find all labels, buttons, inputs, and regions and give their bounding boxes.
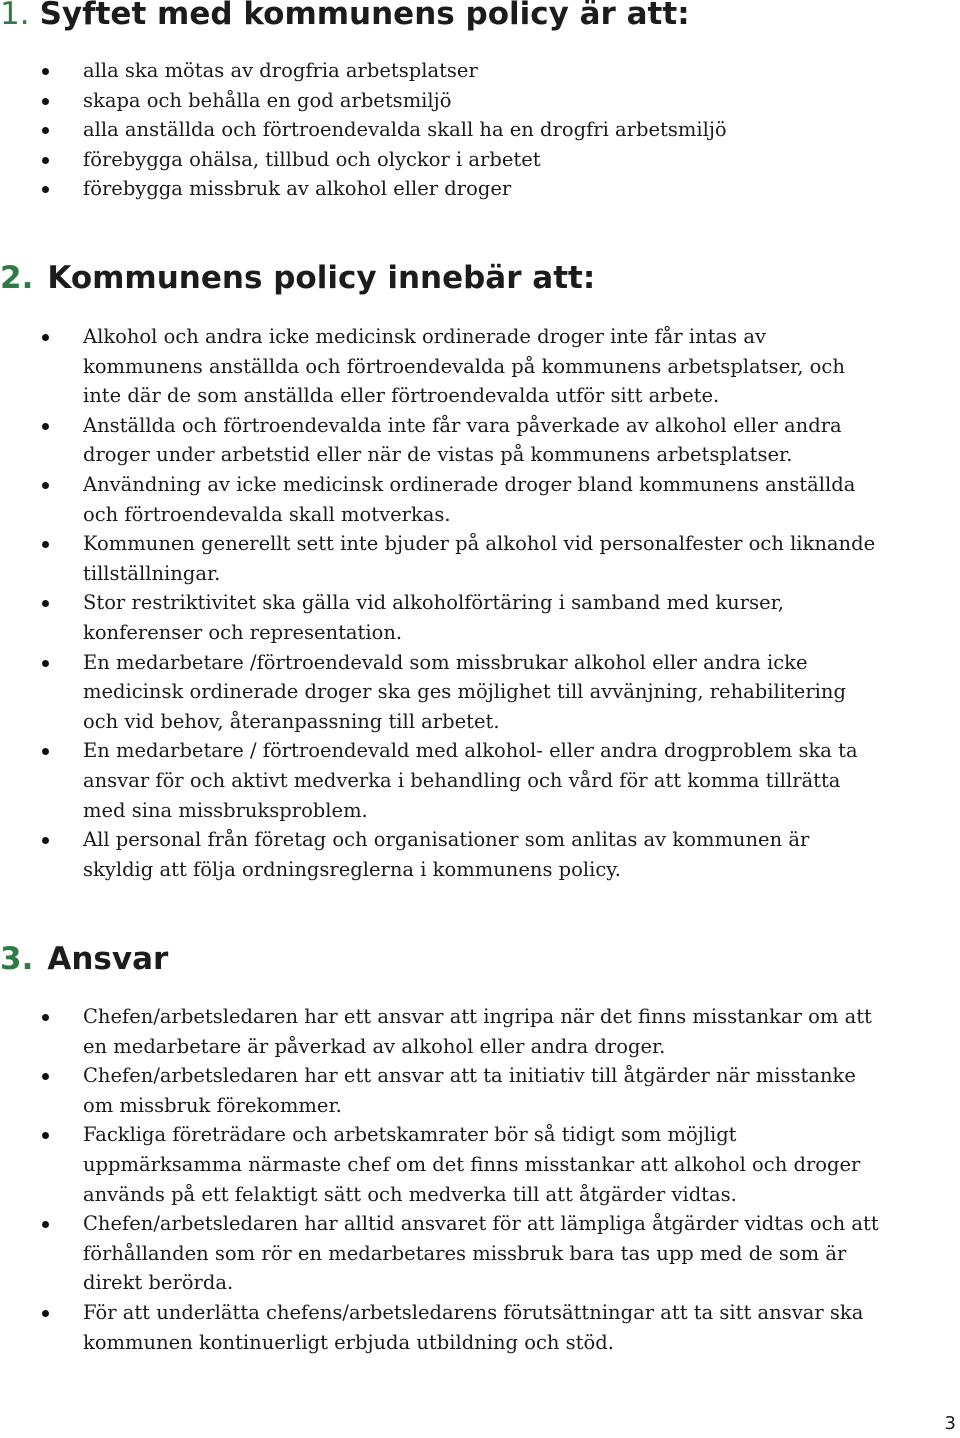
- section-2-number: 2.: [0, 260, 34, 296]
- list-item: [0, 56, 870, 86]
- list-item: [0, 1209, 880, 1298]
- bullet-icon: [42, 748, 49, 755]
- section-1-list: [0, 56, 870, 204]
- bullet-icon: [42, 600, 49, 607]
- section-3-list: [0, 1002, 880, 1357]
- list-item-text: All personal från företag och organisationer som anlitas av kommunen är skyldig att följa ordningsreglerna i kommunens policy.: [83, 828, 810, 881]
- page-number: 3: [944, 1413, 956, 1434]
- bullet-icon: [42, 482, 49, 489]
- list-item: [0, 736, 880, 825]
- bullet-icon: [42, 837, 49, 844]
- bullet-icon: [42, 157, 49, 164]
- list-item: [0, 1298, 880, 1357]
- list-item-text: En medarbetare /förtroendevald som missbrukar alkohol eller andra icke medicinsk ordinerade droger ska ges möjlighet till avvänjning, rehabilitering och vid behov, återanpassning till arbetet.: [83, 650, 846, 733]
- section-2-heading: [0, 260, 595, 296]
- list-item-text: Kommunen generellt sett inte bjuder på alkohol vid personalfester och liknande tillställningar.: [83, 532, 876, 585]
- list-item: [0, 86, 870, 116]
- section-1-number: 1.: [0, 0, 30, 32]
- bullet-icon: [42, 1221, 49, 1228]
- list-item: [0, 529, 880, 588]
- list-item-text: För att underlätta chefens/arbetsledarens förutsättningar att ta sitt ansvar ska kommunen kontinuerligt erbjuda utbildning och stöd.: [83, 1300, 864, 1354]
- list-item-text: En medarbetare / förtroendevald med alkohol- eller andra drogproblem ska ta ansvar för och aktivt medverka i behandling och vård för att komma tillrätta med sina missbruksproblem.: [83, 739, 858, 822]
- section-3-number: 3.: [0, 941, 34, 977]
- bullet-icon: [42, 1310, 49, 1317]
- section-1-heading: [0, 0, 690, 32]
- list-item-text: Chefen/arbetsledaren har alltid ansvaret för att lämpliga åtgärder vidtas och att förhållanden som rör en medarbetares missbruk bara tas upp med de som är direkt berörda.: [83, 1212, 879, 1295]
- list-item-text: alla anställda och förtroendevalda skall ha en drogfri arbetsmiljö: [83, 118, 727, 142]
- list-item: [0, 115, 870, 145]
- bullet-icon: [42, 541, 49, 548]
- bullet-icon: [42, 660, 49, 667]
- list-item-text: Chefen/arbetsledaren har ett ansvar att ingripa när det finns misstankar om att en medarbetare är påverkad av alkohol eller andra droger.: [83, 1005, 872, 1058]
- bullet-icon: [42, 1073, 49, 1080]
- list-item-text: alla ska mötas av drogfria arbetsplatser: [83, 59, 478, 82]
- list-item-text: Chefen/arbetsledaren har ett ansvar att ta initiativ till åtgärder när misstanke om missbruk förekommer.: [83, 1064, 856, 1117]
- list-item-text: skapa och behålla en god arbetsmiljö: [83, 88, 452, 112]
- section-3-heading: [0, 941, 168, 977]
- bullet-icon: [42, 127, 49, 134]
- bullet-icon: [42, 334, 49, 341]
- list-item-text: Anställda och förtroendevalda inte får vara påverkade av alkohol eller andra droger under arbetstid eller när de vistas på kommunens arbetsplatser.: [83, 413, 842, 467]
- list-item-text: Alkohol och andra icke medicinsk ordinerade droger inte får intas av kommunens anställda och förtroendevalda på kommunens arbetsplatser, och inte där de som anställda eller förtroendevalda utför sitt arbete.: [83, 325, 845, 408]
- list-item: [0, 825, 880, 884]
- list-item-text: förebygga missbruk av alkohol eller droger: [83, 177, 512, 201]
- bullet-icon: [42, 68, 49, 75]
- bullet-icon: [42, 186, 49, 193]
- section-2-list: [0, 322, 880, 884]
- section-2-title: Kommunens policy innebär att:: [47, 260, 596, 296]
- bullet-icon: [42, 1132, 49, 1139]
- list-item-text: förebygga ohälsa, tillbud och olyckor i arbetet: [83, 147, 541, 171]
- bullet-icon: [42, 1014, 49, 1021]
- list-item: [0, 411, 880, 470]
- section-1-title: Syftet med kommunens policy är att:: [39, 0, 690, 32]
- list-item: [0, 145, 870, 175]
- bullet-icon: [42, 423, 49, 430]
- list-item: [0, 648, 880, 737]
- list-item: [0, 588, 880, 647]
- list-item: [0, 174, 870, 204]
- bullet-icon: [42, 98, 49, 105]
- list-item: [0, 1061, 880, 1120]
- list-item: [0, 470, 880, 529]
- list-item: [0, 1002, 880, 1061]
- section-3-title: Ansvar: [47, 941, 169, 977]
- list-item-text: Användning av icke medicinsk ordinerade droger bland kommunens anställda och förtroendevalda skall motverkas.: [83, 472, 856, 526]
- list-item-text: Stor restriktivitet ska gälla vid alkoholförtäring i samband med kurser, konferenser och representation.: [83, 591, 784, 644]
- list-item-text: Fackliga företrädare och arbetskamrater bör så tidigt som möjligt uppmärksamma närmaste chef om det finns misstankar att alkohol och droger används på ett felaktigt sätt och medverka till att åtgärder vidtas.: [83, 1123, 861, 1206]
- list-item: [0, 322, 880, 411]
- list-item: [0, 1120, 880, 1209]
